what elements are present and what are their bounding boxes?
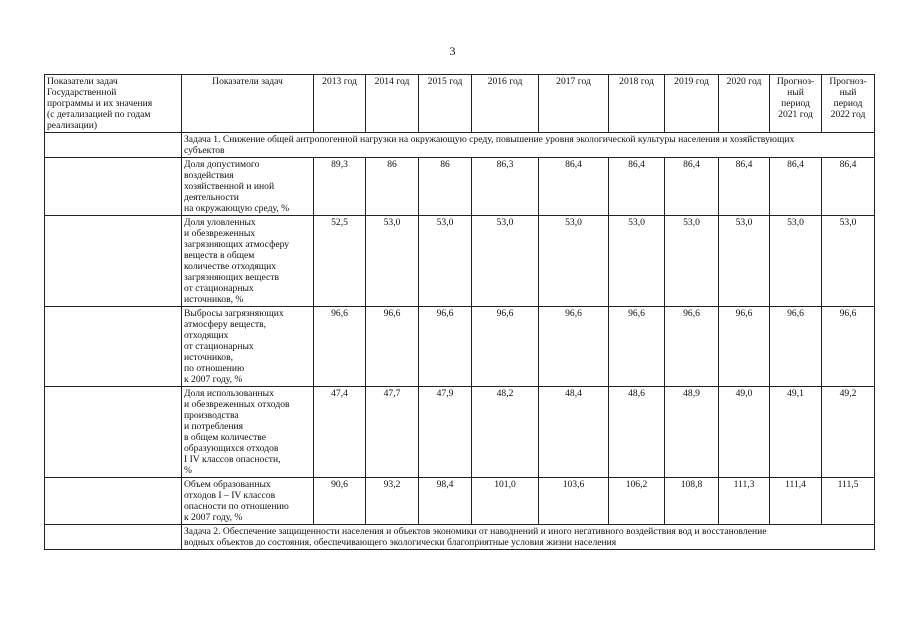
indicator-name-line: в общем количестве [184,432,266,443]
value-cell: 48,6 [609,387,665,478]
first-column-cell [45,387,182,478]
indicator-name-line: количестве отходящих [184,261,277,272]
value-cell: 111,4 [770,478,822,525]
value-cell: 96,6 [419,307,472,387]
indicator-header: Показатели задач [182,75,314,133]
value-cell: 96,6 [609,307,665,387]
indicator-name-line: Доля использованных [184,388,274,399]
value-cell: 96,6 [665,307,719,387]
first-column-cell [45,216,182,307]
first-column-cell [45,478,182,525]
value-cell: 96,6 [719,307,770,387]
value-cell: 96,6 [472,307,539,387]
indicator-name-line: загрязняющих веществ [184,272,280,283]
first-column-header-line: Показатели задач [47,76,118,87]
value-cell: 86,4 [770,158,822,216]
forecast-year-header: Прогноз- ный период 2022 год [822,75,875,133]
value-cell: 53,0 [419,216,472,307]
value-cell: 52,5 [314,216,366,307]
year-header: 2020 год [719,75,770,133]
value-cell: 86,4 [719,158,770,216]
value-cell: 47,4 [314,387,366,478]
value-cell: 53,0 [366,216,419,307]
value-cell: 96,6 [770,307,822,387]
year-header: 2017 год [539,75,609,133]
value-cell: 96,6 [366,307,419,387]
indicator-name-line: к 2007 году, % [184,374,243,385]
indicator-name-line: к 2007 году, % [184,512,243,523]
value-cell: 53,0 [472,216,539,307]
value-cell: 108,8 [665,478,719,525]
value-cell: 96,6 [539,307,609,387]
indicator-name-line: источников, [184,352,233,363]
indicators-table [44,74,875,550]
year-header: 2019 год [665,75,719,133]
first-column-header [45,75,182,133]
table-row [45,158,875,216]
value-cell: 111,3 [719,478,770,525]
indicator-name-line: воздействия [184,170,234,181]
indicator-name-line: отходящих [184,330,229,341]
value-cell: 49,0 [719,387,770,478]
indicator-name-line: отходов I – IV классов [184,490,276,501]
indicator-name-line: деятельности [184,192,239,203]
indicator-name-line: от стационарных [184,283,254,294]
value-cell: 47,9 [419,387,472,478]
task-1-heading: Задача 1. Снижение общей антропогенной нагрузки на окружающую среду, повышение уровня экологической культуры населения и хозяйствующих субъектов [182,133,875,158]
value-cell: 86 [419,158,472,216]
indicator-name [182,307,314,387]
value-cell: 86,4 [609,158,665,216]
first-column-header-line: реализации) [47,120,98,131]
indicator-name-line: загрязняющих атмосферу [184,239,290,250]
value-cell: 48,9 [665,387,719,478]
task-2-line: водных объектов до состояния, обеспечивающего экологически благоприятные условия жизни населения [184,537,617,548]
year-header: 2013 год [314,75,366,133]
value-cell: 96,6 [822,307,875,387]
indicator-name-line: веществ в общем [184,250,255,261]
indicator-name-line: и обезвреженных отходов [184,399,290,410]
table-row [45,307,875,387]
first-column-header-line: программы и их значения [47,98,153,109]
indicator-name-line: источников, % [184,294,244,305]
first-column-cell [45,158,182,216]
task-row [45,133,875,158]
indicator-name-line: Объем образованных [184,479,271,490]
task-2-heading [182,525,875,550]
value-cell: 101,0 [472,478,539,525]
value-cell: 53,0 [539,216,609,307]
year-header: 2015 год [419,75,472,133]
page-number: 3 [449,44,456,58]
value-cell: 53,0 [665,216,719,307]
header-row [45,75,875,133]
indicator-name [182,478,314,525]
indicator-name-line: I IV классов опасности, [184,454,281,465]
value-cell: 90,6 [314,478,366,525]
indicator-name-line: опасности по отношению [184,501,289,512]
indicator-name-line: хозяйственной и иной [184,181,275,192]
value-cell: 53,0 [822,216,875,307]
indicator-name-line: Доля допустимого [184,159,260,170]
value-cell: 103,6 [539,478,609,525]
year-header: 2018 год [609,75,665,133]
value-cell: 48,4 [539,387,609,478]
value-cell: 53,0 [770,216,822,307]
indicator-name [182,158,314,216]
indicator-name-line: от стационарных [184,341,254,352]
indicator-name-line: на окружающую среду, % [184,203,290,214]
first-column-cell [45,525,182,550]
value-cell: 48,2 [472,387,539,478]
value-cell: 47,7 [366,387,419,478]
table-row [45,387,875,478]
indicator-name-line: и потребления [184,421,244,432]
value-cell: 53,0 [719,216,770,307]
indicator-name-line: Выбросы загрязняющих [184,308,284,319]
first-column-header-line: (с детализацией по годам [47,109,151,120]
task-row [45,525,875,550]
indicator-name [182,216,314,307]
value-cell: 49,2 [822,387,875,478]
indicator-name-line: атмосферу веществ, [184,319,267,330]
value-cell: 86,3 [472,158,539,216]
task-2-line: Задача 2. Обеспечение защищенности населения и объектов экономики от наводнений и иного негативного воздействия вод и восстановление [184,526,767,537]
value-cell: 86 [366,158,419,216]
forecast-year-header: Прогноз- ный период 2021 год [770,75,822,133]
value-cell: 53,0 [609,216,665,307]
value-cell: 86,4 [822,158,875,216]
indicator-name-line: % [184,465,192,476]
indicator-name-line: Доля уловленных [184,217,256,228]
table-row [45,478,875,525]
value-cell: 86,4 [665,158,719,216]
value-cell: 106,2 [609,478,665,525]
first-column-header-line: Государственной [47,87,117,98]
value-cell: 49,1 [770,387,822,478]
indicator-name [182,387,314,478]
value-cell: 98,4 [419,478,472,525]
indicator-name-line: производства [184,410,239,421]
indicator-name-line: по отношению [184,363,245,374]
value-cell: 89,3 [314,158,366,216]
year-header: 2016 год [472,75,539,133]
indicator-name-line: образующихся отходов [184,443,279,454]
indicator-name-line: и обезвреженных [184,228,256,239]
first-column-cell [45,133,182,158]
first-column-cell [45,307,182,387]
value-cell: 96,6 [314,307,366,387]
value-cell: 111,5 [822,478,875,525]
value-cell: 86,4 [539,158,609,216]
year-header: 2014 год [366,75,419,133]
table-row [45,216,875,307]
value-cell: 93,2 [366,478,419,525]
